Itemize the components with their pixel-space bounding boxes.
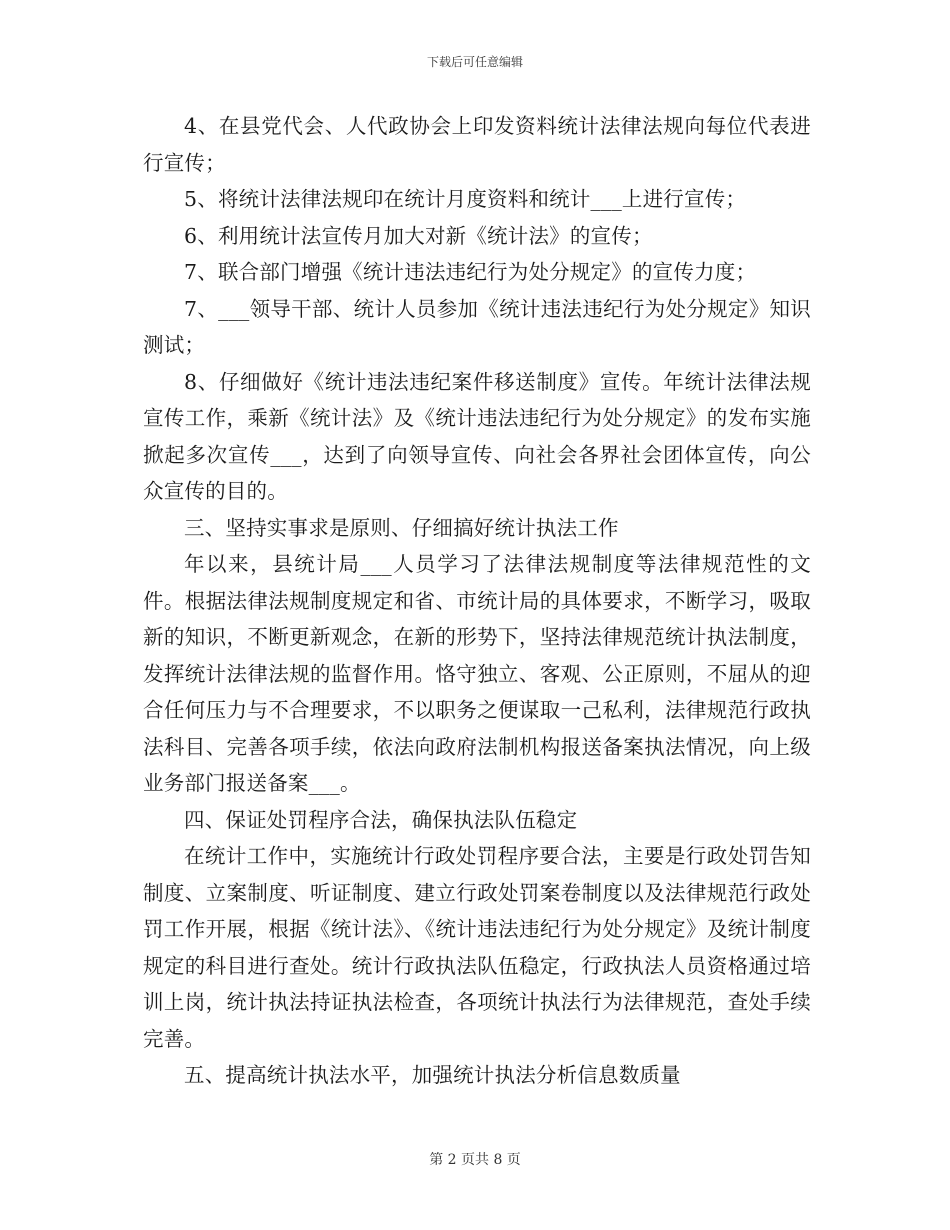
page-number: 第 2 页共 8 页 [429,1152,521,1168]
page-header-note: 下载后可任意编辑 [426,55,523,69]
section-heading-3: 三、坚持实事求是原则、仔细搞好统计执法工作 [184,515,619,540]
paragraph-item-5: 5、将统计法律法规印在统计月度资料和统计___上进行宣传； [184,187,747,211]
paragraph-item-8: 8、仔细做好《统计违法违纪案件移送制度》宣传。年统计法律法规宣传工作，乘新《统计法》及《统计违法违纪行为处分规定》的发布实施掀起多次宣传___，达到了向领导宣传、向社会各界社会团体宣传，向公众宣传的目的。 [143,369,811,503]
paragraph-item-7b: 7、___领导干部、统计人员参加《统计违法违纪行为处分规定》知识测试； [143,296,811,357]
section-heading-5: 五、提高统计执法水平，加强统计执法分析信息数质量 [184,1063,681,1087]
paragraph-section-3: 年以来，县统计局___人员学习了法律法规制度等法律规范性的文件。根据法律法规制度规定和省、市统计局的具体要求，不断学习，吸取新的知识，不断更新观念，在新的形势下，坚持法律规范统计执法制度，发挥统计法律法规的监督作用。恪守独立、客观、公正原则，不屈从的迎合任何压力与不合理要求，不以职务之便谋取一己私利，法律规范行政执法科目、完善各项手续，依法向政府法制机构报送备案执法情况，向上级业务部门报送备案___。 [143,552,811,795]
paragraph-item-7a: 7、联合部门增强《统计违法违纪行为处分规定》的宣传力度； [184,260,757,284]
paragraph-item-4: 4、在县党代会、人代政协会上印发资料统计法律法规向每位代表进行宣传； [143,114,811,175]
paragraph-item-6: 6、利用统计法宣传月加大对新《统计法》的宣传； [184,223,653,248]
paragraph-section-4: 在统计工作中，实施统计行政处罚程序要合法，主要是行政处罚告知制度、立案制度、听证制度、建立行政处罚案卷制度以及法律规范行政处罚工作开展，根据《统计法》、《统计违法违纪行为处分规定》及统计制度规定的科目进行查处。统计行政执法队伍稳定，行政执法人员资格通过培训上岗，统计执法持证执法检查，各项统计执法行为法律规范，查处手续完善。 [143,844,811,1051]
section-heading-4: 四、保证处罚程序合法，确保执法队伍稳定 [184,807,578,832]
document-body [143,108,811,1094]
